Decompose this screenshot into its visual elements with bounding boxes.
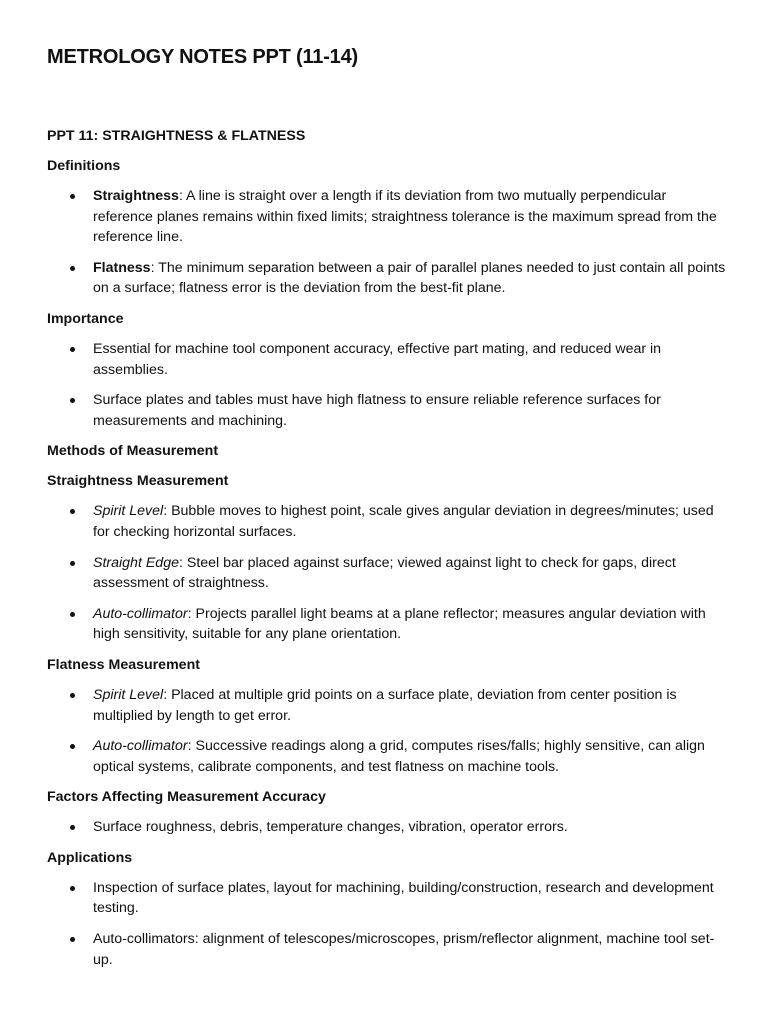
document-title: METROLOGY NOTES PPT (11-14) <box>47 46 358 68</box>
bullet-icon <box>70 937 75 942</box>
bullet-icon <box>70 744 75 749</box>
list-item <box>47 186 727 248</box>
list-item <box>47 736 727 777</box>
factors-list <box>47 817 727 838</box>
bullet-icon <box>70 612 75 617</box>
item-text: : A line is straight over a length if its deviation from two mutually perpendicular reference planes remains within fixed limits; straightness tolerance is the maximum spread from the reference line. <box>93 188 717 246</box>
list-item <box>47 501 727 542</box>
term: Straight Edge <box>93 554 179 571</box>
definitions-heading: Definitions <box>47 158 121 174</box>
document-page <box>47 44 727 980</box>
list-item <box>47 390 727 431</box>
importance-heading: Importance <box>47 310 124 327</box>
item-text: Inspection of surface plates, layout for machining, building/construction, research and development testing. <box>93 879 714 917</box>
flatness-list <box>47 685 727 777</box>
list-item <box>47 817 727 838</box>
item-text: Surface roughness, debris, temperature changes, vibration, operator errors. <box>93 819 568 836</box>
bullet-icon <box>70 886 75 891</box>
list-item <box>47 258 727 299</box>
factors-heading: Factors Affecting Measurement Accuracy <box>47 789 326 806</box>
term: Auto-collimator <box>93 738 188 755</box>
item-text: : Bubble moves to highest point, scale gives angular deviation in degrees/minutes; used for checking horizontal surfaces. <box>93 503 714 540</box>
term: Spirit Level <box>93 503 164 520</box>
bullet-icon <box>70 693 75 698</box>
section-title: PPT 11: STRAIGHTNESS & FLATNESS <box>47 128 306 144</box>
bullet-icon <box>70 398 75 403</box>
list-item <box>47 878 727 919</box>
item-text: Auto-collimators: alignment of telescopes/microscopes, prism/reflector alignment, machine tool set-up. <box>93 931 715 968</box>
bullet-icon <box>70 347 75 352</box>
applications-list <box>47 878 727 970</box>
list-item <box>47 604 727 645</box>
flatness-heading: Flatness Measurement <box>47 656 200 673</box>
item-text: : Successive readings along a grid, computes rises/falls; highly sensitive, can align optical systems, calibrate components, and test flatness on machine tools. <box>93 738 705 775</box>
straightness-list <box>47 501 727 645</box>
term: Flatness <box>93 259 151 276</box>
list-item <box>47 685 727 726</box>
item-text: : Placed at multiple grid points on a surface plate, deviation from center position is multiplied by length to get error. <box>93 686 677 724</box>
term: Spirit Level <box>93 686 164 703</box>
list-item <box>47 553 727 594</box>
applications-heading: Applications <box>47 849 133 866</box>
bullet-icon <box>70 825 75 830</box>
item-text: : The minimum separation between a pair of parallel planes needed to just contain all points on a surface; flatness error is the deviation from the best-fit plane. <box>93 259 726 297</box>
bullet-icon <box>70 509 75 514</box>
straightness-heading: Straightness Measurement <box>47 473 229 490</box>
item-text: Essential for machine tool component accuracy, effective part mating, and reduced wear in assemblies. <box>93 340 662 378</box>
bullet-icon <box>70 194 75 199</box>
item-text: : Steel bar placed against surface; viewed against light to check for gaps, direct assessment of straightness. <box>93 554 676 592</box>
section-ppt-11 <box>47 126 727 970</box>
item-text: : Projects parallel light beams at a plane reflector; measures angular deviation with high sensitivity, suitable for any plane orientation. <box>93 605 706 643</box>
bullet-icon <box>70 266 75 271</box>
importance-list <box>47 339 727 431</box>
list-item <box>47 339 727 380</box>
bullet-icon <box>70 561 75 566</box>
term: Straightness <box>93 188 179 204</box>
definitions-list <box>47 186 727 299</box>
list-item <box>47 929 727 970</box>
methods-heading: Methods of Measurement <box>47 443 219 460</box>
item-text: Surface plates and tables must have high flatness to ensure reliable reference surfaces for measurements and machining. <box>93 392 661 429</box>
term: Auto-collimator <box>93 605 188 622</box>
